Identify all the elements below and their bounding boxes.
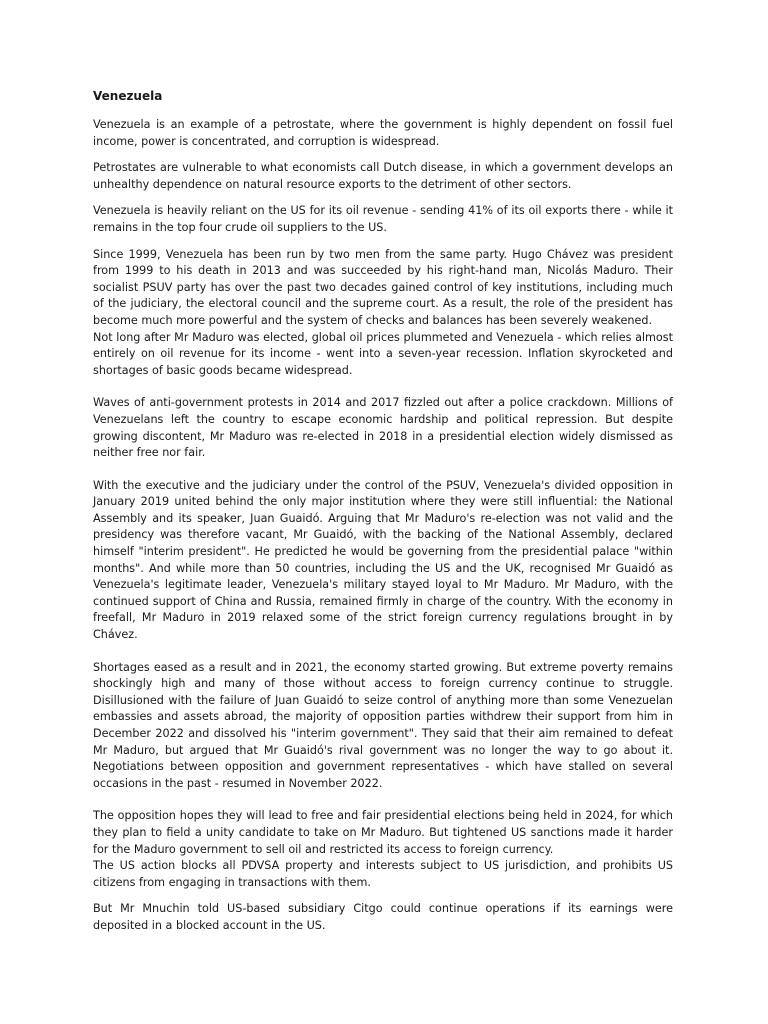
- paragraph-elections: The opposition hopes they will lead to free and fair presidential elections being held in 2024, for which they plan to field a unity candidate to take on Mr Maduro. But tightened US sanctions made it harder for the Maduro government to sell oil and restricted its access to foreign currency.: [93, 809, 673, 856]
- paragraph-shortages: Shortages eased as a result and in 2021, the economy started growing. But extreme poverty remains shockingly high and many of those without access to foreign currency continue to struggle. Disillusioned with the failure of Juan Guaidó to seize control of anything more than some Venezuelan embassies and assets abroad, the majority of opposition parties withdrew their support from him in December 2022 and dissolved his "interim government". They said that their aim remained to defeat Mr Maduro, but argued that Mr Guaidó's rival government was no longer the way to go about it. Negotiations between opposition and government representatives - which have stalled on several occasions in the past - resumed in November 2022.: [93, 660, 673, 790]
- document-page: [93, 87, 673, 935]
- paragraph-citgo: But Mr Mnuchin told US-based subsidiary Citgo could continue operations if its earnings were deposited in a blocked account in the US.: [93, 902, 673, 932]
- paragraph-dutch-disease: Petrostates are vulnerable to what economists call Dutch disease, in which a government develops an unhealthy dependence on natural resource exports to the detriment of other sectors.: [93, 161, 673, 191]
- paragraph-recession: Not long after Mr Maduro was elected, global oil prices plummeted and Venezuela - which relies almost entirely on oil revenue for its income - went into a seven-year recession. Inflation skyrocketed and shortages of basic goods became widespread.: [93, 330, 673, 377]
- document-title: Venezuela: [93, 89, 163, 103]
- paragraph-protests: Waves of anti-government protests in 2014 and 2017 fizzled out after a police crackdown. Millions of Venezuelans left the country to escape economic hardship and political repression. But despite growing discontent, Mr Maduro was re-elected in 2018 in a presidential election widely dismissed as neither free nor fair.: [93, 396, 673, 460]
- paragraph-sanctions: The US action blocks all PDVSA property and interests subject to US jurisdiction, and prohibits US citizens from engaging in transactions with them.: [93, 859, 673, 889]
- paragraph-petrostate: Venezuela is an example of a petrostate, where the government is highly dependent on fossil fuel income, power is concentrated, and corruption is widespread.: [93, 118, 673, 148]
- paragraph-guaido: With the executive and the judiciary under the control of the PSUV, Venezuela's divided opposition in January 2019 united behind the only major institution where they were still influential: the National Assembly and its speaker, Juan Guaidó. Arguing that Mr Maduro's re-election was not valid and the presidency was therefore vacant, Mr Guaidó, with the backing of the National Assembly, declared himself "interim president". He predicted he would be governing from the presidential palace "within months". And while more than 50 countries, including the US and the UK, recognised Mr Guaidó as Venezuela's legitimate leader, Venezuela's military stayed loyal to Mr Maduro. Mr Maduro, with the continued support of China and Russia, remained firmly in charge of the country. With the economy in freefall, Mr Maduro in 2019 relaxed some of the strict foreign currency regulations brought in by Chávez.: [93, 478, 673, 642]
- paragraph-us-reliance: Venezuela is heavily reliant on the US for its oil revenue - sending 41% of its oil exports there - while it remains in the top four crude oil suppliers to the US.: [93, 204, 673, 234]
- paragraph-chavez-maduro: Since 1999, Venezuela has been run by two men from the same party. Hugo Chávez was president from 1999 to his death in 2013 and was succeeded by his right-hand man, Nicolás Maduro. Their socialist PSUV party has over the past two decades gained control of key institutions, including much of the judiciary, the electoral council and the supreme court. As a result, the role of the president has become much more powerful and the system of checks and balances has been severely weakened.: [93, 247, 673, 327]
